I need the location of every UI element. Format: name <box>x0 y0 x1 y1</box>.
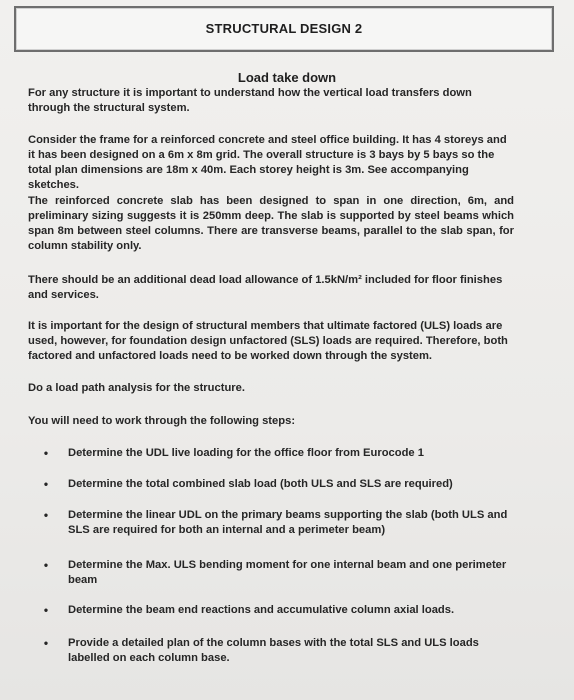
title-box <box>14 6 554 52</box>
paragraph-loads: It is important for the design of structural members that ultimate factored (ULS) loads are used, however, for foundation design unfactored (SLS) loads are required. Therefore, both factored and unfactored loads need to be worked down through the system. <box>28 320 508 362</box>
paragraph-frame: Consider the frame for a reinforced concrete and steel office building. It has 4 storeys and it has been designed on a 6m x 8m grid. The overall structure is 3 bays by 5 bays so the total plan dimensions are 18m x 40m. Each storey height is 3m. See accompanying sketches. <box>28 134 507 191</box>
section-heading: Load take down <box>237 70 337 85</box>
bullet-icon: • <box>43 508 49 522</box>
step-text: Determine the beam end reactions and accumulative column axial loads. <box>68 604 455 616</box>
step-text: Determine the UDL live loading for the office floor from Eurocode 1 <box>68 447 424 459</box>
paragraph-dead-load: There should be an additional dead load allowance of 1.5kN/m² included for floor finishes and services. <box>28 274 503 301</box>
bullet-icon: • <box>43 446 49 460</box>
bullet-icon: • <box>43 477 49 491</box>
paragraph-task: Do a load path analysis for the structure. <box>28 382 245 394</box>
step-text: Determine the total combined slab load (both ULS and SLS are required) <box>68 478 453 490</box>
step-text: Provide a detailed plan of the column bases with the total SLS and ULS loads labelled on each column base. <box>68 637 479 664</box>
step-text: Determine the linear UDL on the primary beams supporting the slab (both ULS and SLS are required for both an internal and a perimeter beam) <box>68 509 508 536</box>
bullet-icon: • <box>43 603 49 617</box>
document-title: STRUCTURAL DESIGN 2 <box>205 21 363 36</box>
step-text: Determine the Max. ULS bending moment for one internal beam and one perimeter beam <box>68 559 507 586</box>
paragraph-intro: For any structure it is important to understand how the vertical load transfers down through the structural system. <box>28 87 472 114</box>
bullet-icon: • <box>43 558 49 572</box>
paragraph-steps-intro: You will need to work through the following steps: <box>28 415 296 427</box>
paragraph-slab: The reinforced concrete slab has been designed to span in one direction, 6m, and preliminary sizing suggests it is 250mm deep. The slab is supported by steel beams which span 8m between steel columns. There are transverse beams, parallel to the slab span, for column stability only. <box>28 195 514 252</box>
bullet-icon: • <box>43 636 49 650</box>
